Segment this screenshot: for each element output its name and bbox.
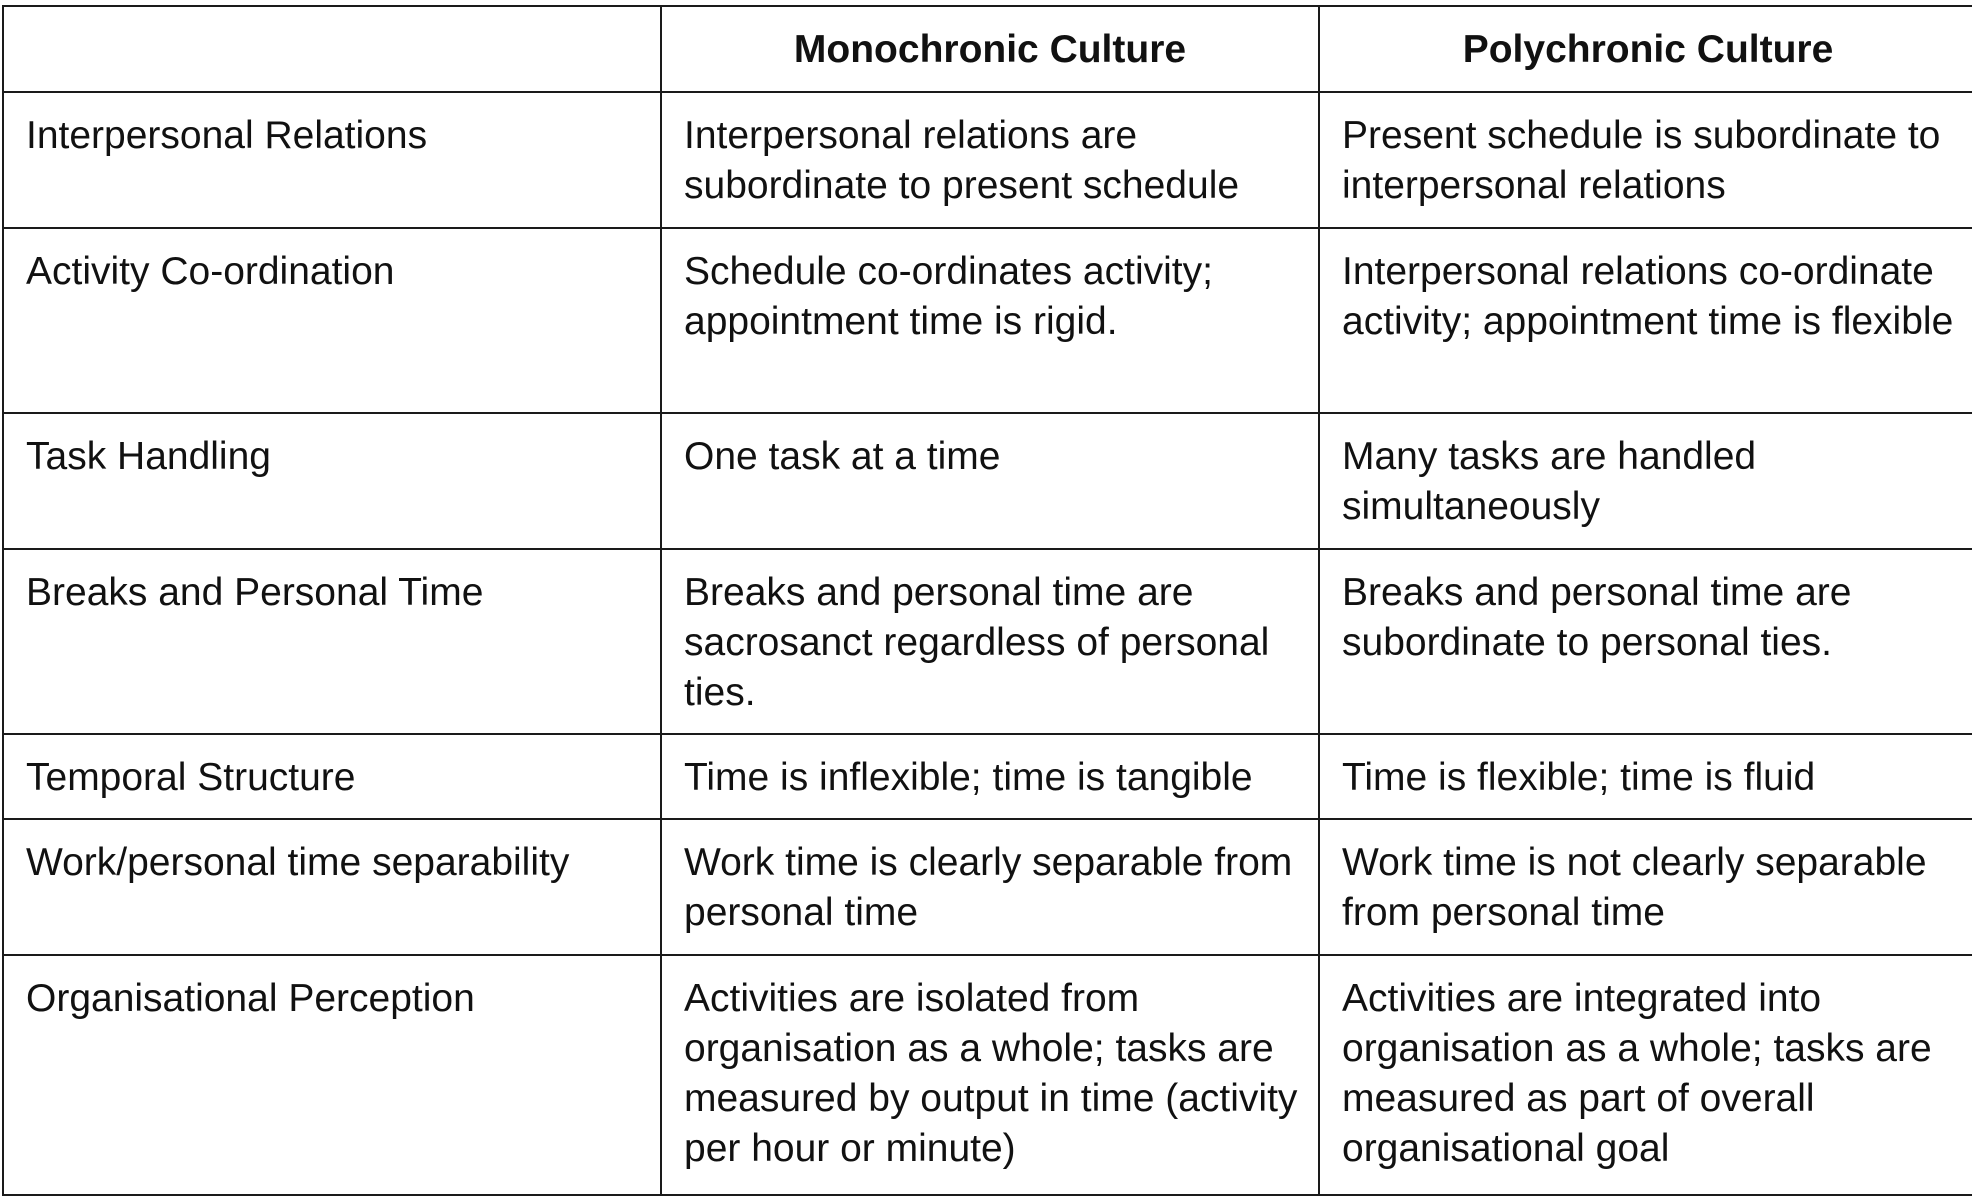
- polychronic-cell: Activities are integrated into organisation as a whole; tasks are measured as part of overall organisational goal: [1319, 955, 1972, 1195]
- table-row: [3, 819, 1972, 955]
- attribute-cell: Breaks and Personal Time: [3, 549, 661, 734]
- table-row: [3, 92, 1972, 228]
- attribute-cell: Task Handling: [3, 413, 661, 549]
- header-cell-monochronic: Monochronic Culture: [661, 6, 1319, 92]
- polychronic-cell: Many tasks are handled simultaneously: [1319, 413, 1972, 549]
- comparison-table: [2, 5, 1972, 1196]
- polychronic-cell: Interpersonal relations co-ordinate activity; appointment time is flexible: [1319, 228, 1972, 413]
- table-row: [3, 228, 1972, 413]
- table-row: [3, 955, 1972, 1195]
- table-row: [3, 413, 1972, 549]
- polychronic-cell: Present schedule is subordinate to interpersonal relations: [1319, 92, 1972, 228]
- attribute-cell: Work/personal time separability: [3, 819, 661, 955]
- monochronic-cell: Work time is clearly separable from personal time: [661, 819, 1319, 955]
- monochronic-cell: Breaks and personal time are sacrosanct regardless of personal ties.: [661, 549, 1319, 734]
- monochronic-cell: Schedule co-ordinates activity; appointment time is rigid.: [661, 228, 1319, 413]
- attribute-cell: Organisational Perception: [3, 955, 661, 1195]
- monochronic-cell: Activities are isolated from organisation as a whole; tasks are measured by output in time (activity per hour or minute): [661, 955, 1319, 1195]
- header-cell-polychronic: Polychronic Culture: [1319, 6, 1972, 92]
- monochronic-cell: Time is inflexible; time is tangible: [661, 734, 1319, 819]
- header-row: [3, 6, 1972, 92]
- attribute-cell: Interpersonal Relations: [3, 92, 661, 228]
- attribute-cell: Activity Co-ordination: [3, 228, 661, 413]
- polychronic-cell: Time is flexible; time is fluid: [1319, 734, 1972, 819]
- table-row: [3, 549, 1972, 734]
- header-cell-empty: [3, 6, 661, 92]
- polychronic-cell: Breaks and personal time are subordinate to personal ties.: [1319, 549, 1972, 734]
- polychronic-cell: Work time is not clearly separable from personal time: [1319, 819, 1972, 955]
- attribute-cell: Temporal Structure: [3, 734, 661, 819]
- monochronic-cell: One task at a time: [661, 413, 1319, 549]
- monochronic-cell: Interpersonal relations are subordinate to present schedule: [661, 92, 1319, 228]
- table-row: [3, 734, 1972, 819]
